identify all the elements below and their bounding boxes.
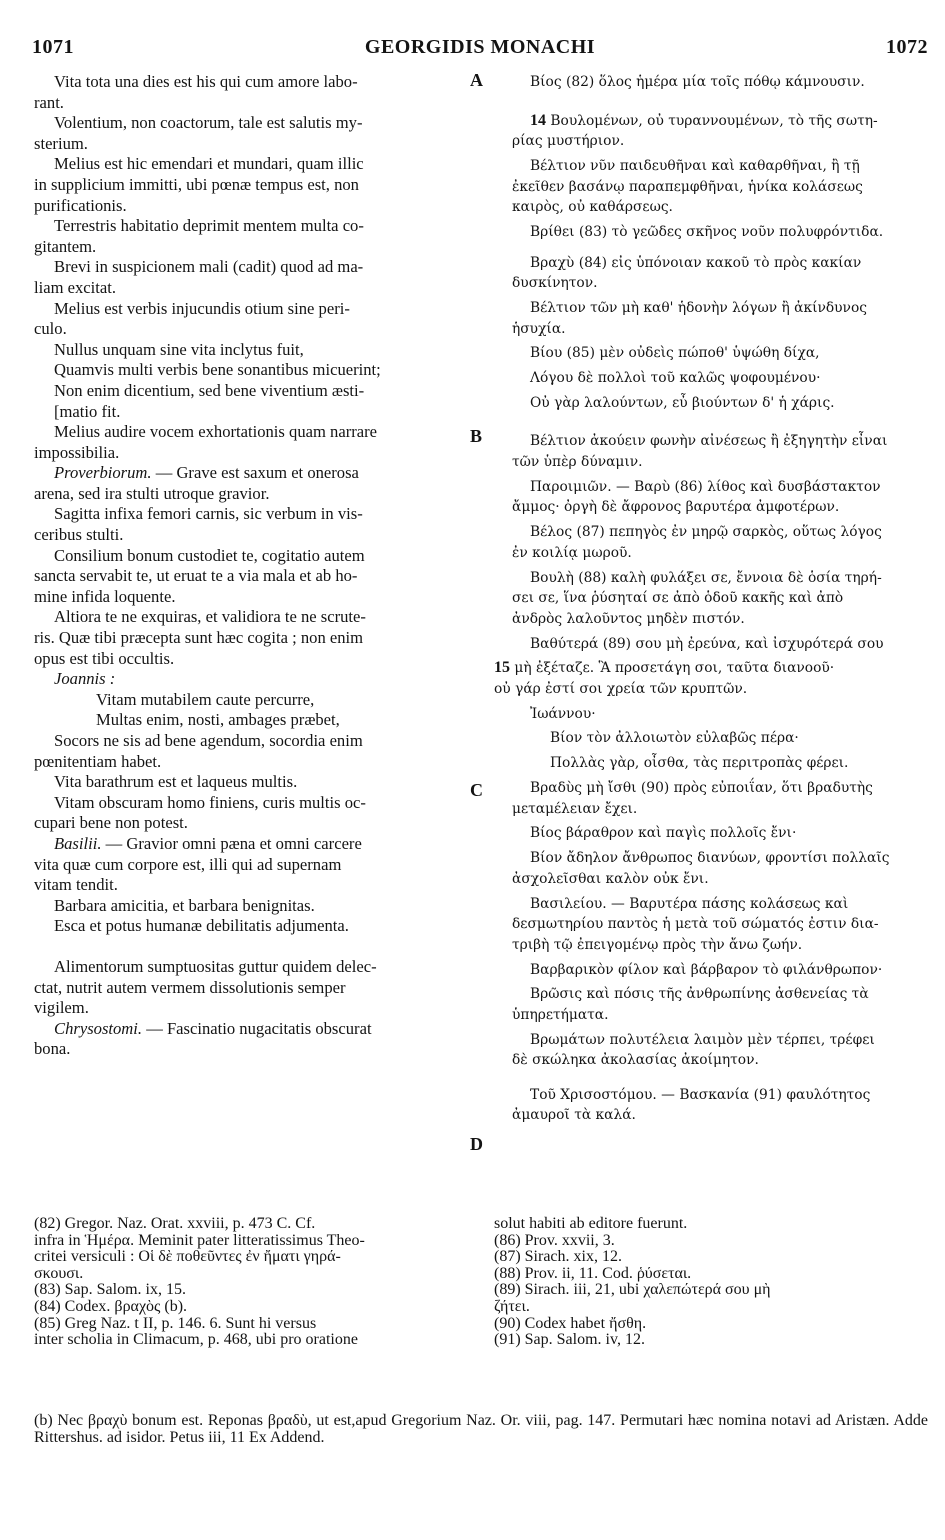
greek-text: μὴ ἐξέταζε. Ἃ προσετάγη σοι, ταῦτα διανοοῦ· οὐ γάρ ἐστί σοι χρεία τῶν κρυπτῶν. (494, 660, 835, 697)
latin-para: Sagitta infixa femori carnis, sic verbum in vis- ceribus stulti. (34, 504, 363, 545)
greek-para: Βρίθει (83) τὸ γεῶδες σκῆνος νοῦν πολυφρόντιδα. (530, 223, 884, 240)
latin-verse: Multas enim, nosti, ambages præbet, (96, 710, 340, 730)
greek-para: Βραδὺς μὴ ἴσθι (90) πρὸς εὐποιΐαν, ὅτι βραδυτὴς μεταμέλειαν ἔχει. (512, 780, 873, 817)
latin-para: Brevi in suspicionem mali (cadit) quod ad ma- liam excitat. (34, 257, 364, 297)
greek-para: Βραχὺ (84) εἰς ὑπόνοιαν κακοῦ τὸ πρὸς κακίαν δυσκίνητον. (512, 254, 862, 292)
latin-para: Socors ne sis ad bene agendum, socordia enim pœnitentiam habet. (34, 731, 363, 771)
footnote: (85) Greg Naz. t II, p. 146. 6. Sunt hi versus inter scholia in Climacum, p. 468, ubi pro oratione (34, 1314, 358, 1349)
footnote: (84) Codex. βραχὸς (b). (34, 1297, 188, 1315)
latin-para: Terrestris habitatio deprimit mentem multa co- gitantem. (34, 216, 364, 256)
greek-para: Τοῦ Χρισοστόμου. — Βασκανία (91) φαυλότητος ἀμαυροῖ τὰ καλά. (512, 1086, 871, 1124)
latin-para: Volentium, non coactorum, tale est salutis my- sterium. (34, 113, 363, 153)
running-header (32, 36, 928, 66)
latin-para: Vita tota una dies est his qui cum amore labo- rant. (34, 72, 358, 112)
latin-para (34, 1019, 470, 1060)
greek-para: Βέλτιον τῶν μὴ καθ' ἡδονὴν λόγων ἢ ἀκίνδυνος ἡσυχία. (512, 299, 867, 337)
footnote: (86) Prov. xxvii, 3. (494, 1231, 615, 1249)
greek-verse: Βίου (85) μὲν οὐδεὶς πώποθ' ὑψώθη δίχα, (530, 345, 820, 362)
source-label: Proverbiorum. (54, 463, 152, 483)
latin-text: — Grave est saxum et onerosa arena, sed ira stulti utroque gravior. (34, 463, 359, 503)
footnote: (88) Prov. ii, 11. Cod. ῥύσεται. (494, 1264, 692, 1282)
margin-letter-a: A (470, 70, 483, 90)
latin-verse: Vitam mutabilem caute percurre, (96, 689, 315, 709)
greek-para: Βαθύτερά (89) σου μὴ ἐρεύνα, καὶ ἰσχυρότερά σου (530, 635, 884, 652)
greek-para: Βρῶσις καὶ πόσις τῆς ἀνθρωπίνης ἀσθενείας τὰ ὑπηρετήματα. (512, 986, 869, 1023)
latin-para: Melius est verbis injucundis otium sine peri- culo. (34, 298, 350, 339)
latin-para: Vitam obscuram homo finiens, curis multis oc- cupari bene non potest. (34, 792, 366, 833)
section-number: 14 (530, 111, 546, 129)
greek-para: Βασιλείου. — Βαρυτέρα πάσης κολάσεως καὶ δεσμωτηρίου παντὸς ἡ μετὰ τοῦ σώματός ἐστιν δια- τριβὴ τῷ ἐπειγομένῳ πρὸς τὴν ἄνω ζωήν. (512, 895, 879, 953)
addendum-note: (b) Nec βραχὺ bonum est. Reponas βραδὺ, ut est,apud Gregorium Naz. Or. viii, pag. 147. Permutari hæc nomina notavi ad Aristæn. Adde Rittershus. ad isidor. Petus iii, 11 Ex Addend. (34, 1412, 928, 1446)
greek-para (494, 658, 928, 699)
source-label: Joannis : (54, 669, 116, 689)
greek-para: Βίον ἄδηλον ἄνθρωπος διανύων, φροντίσι πολλαῖς ἀσχολεῖσθαι καλὸν οὐκ ἔνι. (512, 850, 890, 887)
margin-letter-b: B (470, 426, 483, 446)
source-label: Chrysostomi. (54, 1018, 143, 1038)
greek-verse: Πολλὰς γὰρ, οἶσθα, τὰς περιτροπὰς φέρει. (550, 755, 849, 772)
latin-column (34, 72, 470, 1060)
latin-verse: Quamvis multi verbis bene sonantibus micuerint; (54, 360, 381, 380)
greek-para: Βέλος (87) πεπηγὸς ἐν μηρῷ σαρκὸς, οὕτως λόγος ἐν κοιλίᾳ μωροῦ. (512, 524, 882, 561)
margin-letter-c: C (470, 780, 483, 800)
latin-para: Esca et potus humanæ debilitatis adjumenta. (54, 916, 349, 936)
latin-para: Melius audire vocem exhortationis quam narrare impossibilia. (34, 422, 378, 462)
latin-para: Altiora te ne exquiras, et validiora te ne scrute- ris. Quæ tibi præcepta sunt hæc cogita ; non enim opus est tibi occultis. (34, 607, 366, 668)
margin-letter-d: D (470, 1134, 483, 1154)
greek-para: Βέλτιον ἀκούειν φωνὴν αἰνέσεως ἢ ἐξηγητὴν εἶναι τῶν ὑπὲρ δύναμιν. (512, 433, 888, 471)
page-number-left: 1071 (32, 36, 74, 58)
footnote: (82) Gregor. Naz. Orat. xxviii, p. 473 C. Cf. infra in Ἡμέρα. Meminit pater litteratissimus Theo- critei versiculi : Οἱ δὲ ποθεῦντες ἐν ἤματι γηρά- σκουσι. (34, 1215, 365, 1282)
greek-para: Βίος βάραθρον καὶ παγὶς πολλοῖς ἔνι· (530, 825, 797, 842)
footnotes-right (494, 1216, 924, 1349)
section-number: 15 (494, 659, 510, 677)
latin-para: Alimentorum sumptuositas guttur quidem delec- ctat, nutrit autem vermem dissolutionis semper vigilem. (34, 956, 377, 1018)
latin-verse: Nullus unquam sine vita inclytus fuit, (54, 339, 304, 359)
latin-para: Melius est hic emendari et mundari, quam illic in supplicium immitti, ubi pœnæ tempus est, non purificationis. (34, 154, 364, 215)
greek-verse: Λόγου δὲ πολλοὶ τοῦ καλῶς ψοφουμένου· (530, 370, 821, 387)
greek-para: Βρωμάτων πολυτέλεια λαιμὸν μὲν τέρπει, τρέφει δὲ σκώληκα ἀκολασίας ἀκοίμητον. (512, 1031, 875, 1069)
latin-para: Barbara amicitia, et barbara benignitas. (54, 895, 315, 915)
source-label: Basilii. (54, 833, 102, 853)
greek-para: Βαρβαρικὸν φίλον καὶ βάρβαρον τὸ φιλάνθρωπον· (530, 961, 883, 978)
greek-verse: Βίον τὸν ἀλλοιωτὸν εὐλαβῶς πέρα· (550, 730, 799, 747)
latin-verse: Non enim dicentium, sed bene viventium æsti- (54, 380, 365, 400)
greek-column (494, 72, 928, 1130)
latin-para: Vita barathrum est et laqueus multis. (54, 772, 298, 792)
footnote: (89) Sirach. iii, 21, ubi χαλεπώτερά σου μὴ ζήτει. (494, 1281, 771, 1315)
footnote: (83) Sap. Salom. ix, 15. (34, 1281, 186, 1299)
latin-para: Consilium bonum custodiet te, cogitatio autem sancta servabit te, ut eruat te a via mala et ab ho- mine infida loquente. (34, 545, 365, 606)
latin-verse-runover: [matio fit. (54, 401, 121, 421)
latin-text: — Fascinatio nugacitatis obscurat bona. (34, 1018, 372, 1059)
footnote: (91) Sap. Salom. iv, 12. (494, 1331, 645, 1349)
footnote: (87) Sirach. xix, 12. (494, 1248, 622, 1266)
source-label: Ἰωάννου· (530, 705, 596, 722)
greek-para: Βίος (82) ὅλος ἡμέρα μία τοῖς πόθῳ κάμνουσιν. (530, 74, 865, 90)
latin-para (34, 834, 470, 896)
greek-para: Παροιμιῶν. — Βαρὺ (86) λίθος καὶ δυσβάστακτον ἄμμος· ὀργὴ δὲ ἄφρονος βαρυτέρα ἀμφοτέρων. (512, 478, 881, 516)
page-number-right: 1072 (886, 36, 928, 58)
running-title: GEORGIDIS MONACHI (364, 36, 596, 58)
greek-para (512, 111, 928, 152)
greek-verse: Οὐ γὰρ λαλούντων, εὖ βιούντων δ' ἡ χάρις. (530, 394, 835, 411)
greek-para: Βέλτιον νῦν παιδευθῆναι καὶ καθαρθῆναι, ἢ τῇ ἐκεῖθεν βασάνῳ παραπεμφθῆναι, ἡνίκα κολάσεως καιρὸς, οὐ καθάρσεως. (512, 157, 863, 216)
latin-text: — Gravior omni pæna et omni carcere vita quæ cum corpore est, illi qui ad supernam vitam tendit. (34, 833, 362, 895)
footnote: (90) Codex habet ἤσθη. (494, 1314, 647, 1332)
footnotes-left (34, 1216, 470, 1349)
greek-text: Βουλομένων, οὐ τυραννουμένων, τὸ τῆς σωτη- ρίας μυστήριον. (512, 112, 878, 150)
latin-para (34, 463, 470, 504)
greek-para: Βουλὴ (88) καλὴ φυλάξει σε, ἔννοια δὲ ὁσία τηρή- σει σε, ἵνα ῥύσηταί σε ἀπὸ ὁδοῦ κακῆς καὶ ἀπὸ ἀνδρὸς λαλοῦντος μηδὲν πιστόν. (512, 569, 882, 627)
footnote: solut habiti ab editore fuerunt. (494, 1215, 688, 1232)
